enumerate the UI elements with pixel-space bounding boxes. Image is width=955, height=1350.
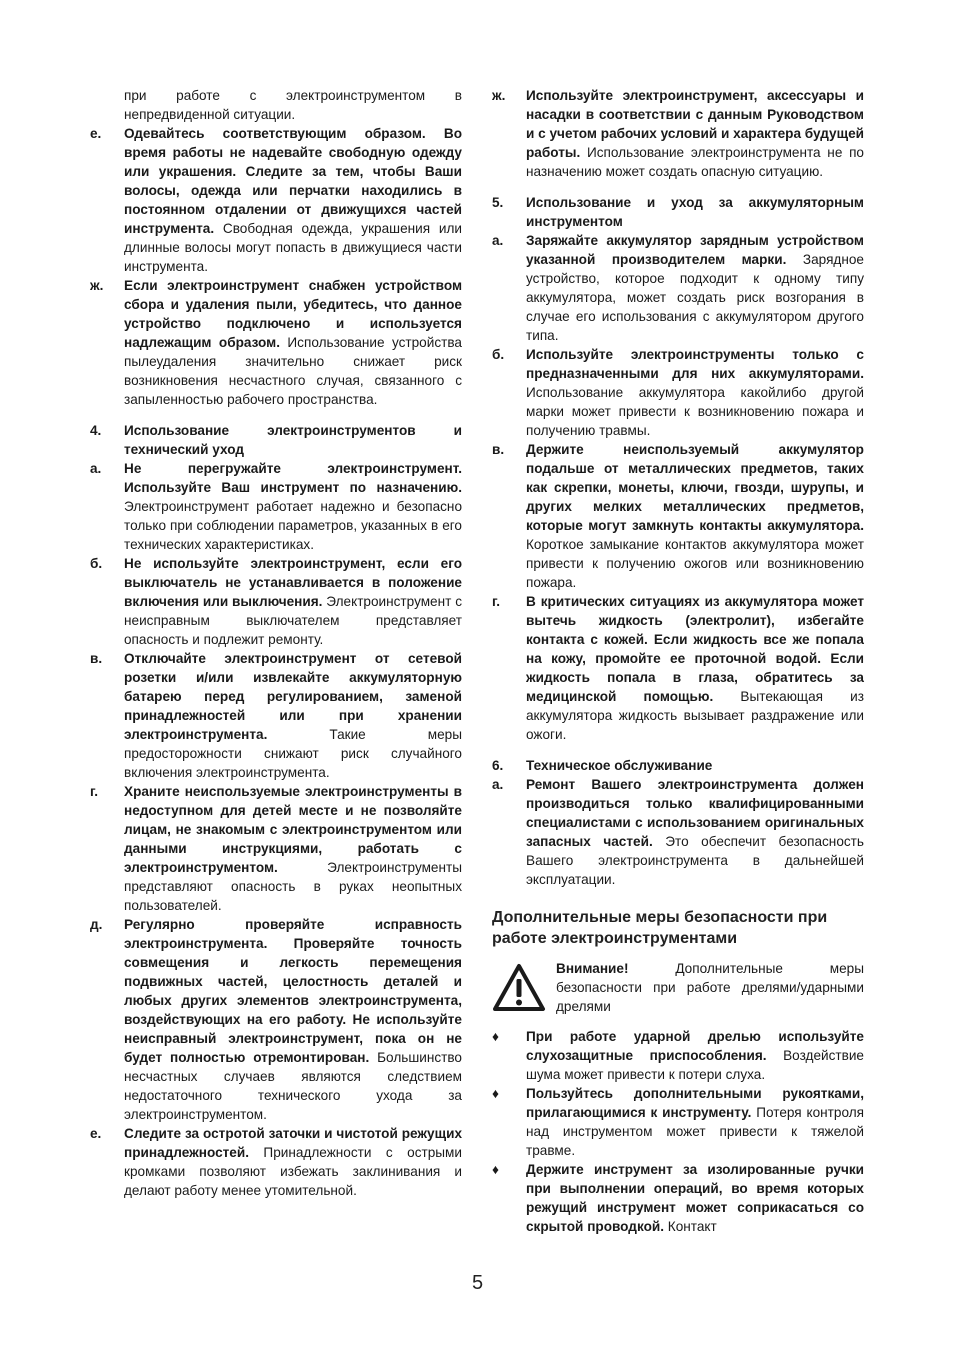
- page-number: 5: [471, 1272, 484, 1294]
- item-marker: ж.: [492, 88, 506, 103]
- item-text: Электроинструмент работает надежно и безопасно только при соблюдении параметров, указанных в его технических характеристиках.: [124, 499, 462, 552]
- item-bold-text: Используйте электроинструмент, аксессуары и насадки в соответствии с данным Руководством и с учетом рабочих условий и характера будущей работы.: [526, 88, 864, 160]
- item-marker: в.: [90, 651, 103, 666]
- bullet-item-hearing: [492, 1027, 864, 1084]
- item-bold-text: Держите инструмент за изолированные ручки при выполнении операций, во время которых режущий инструмент может соприкасаться со скрытой проводкой.: [526, 1162, 864, 1234]
- list-item-charger: [492, 231, 864, 345]
- warning-label: Внимание!: [556, 961, 629, 976]
- item-bold-text: Используйте электроинструменты только с предназначенными для них аккумуляторами.: [526, 347, 864, 381]
- section-number: 4.: [90, 423, 102, 438]
- section-heading-4: [90, 421, 462, 459]
- item-text: Электроинструменты представляют опасность в руках неопытных пользователей.: [124, 860, 462, 913]
- section-heading-5: [492, 193, 864, 231]
- warning-triangle-icon: [492, 963, 546, 1013]
- item-bold-text: Держите неиспользуемый аккумулятор подальше от металлических предметов, таких как скрепки, монеты, ключи, гвозди, шурупы, и других мелких металлических предметов, которые могут замкнуть контакты аккумулятора.: [526, 442, 864, 533]
- item-text: Использование устройства пылеудаления значительно снижает риск возникновения несчастного случая, связанного с запыленностью рабочего пространства.: [124, 335, 462, 407]
- list-item-maintenance-check: [90, 915, 462, 1124]
- item-text: Зарядное устройство, которое подходит к одному типу аккумулятора, может создать риск возгорания в случае его использования с аккумулятором другого типа.: [526, 252, 864, 343]
- right-column: [492, 86, 864, 1236]
- item-bold-text: Не используйте электроинструмент, если его выключатель не устанавливается в положение включения или выключения.: [124, 556, 462, 609]
- warning-text: [556, 959, 864, 1016]
- warning-block: [492, 959, 864, 1017]
- bullet-item-handles: [492, 1084, 864, 1160]
- item-bold-text: Если электроинструмент снабжен устройством сбора и удаления пыли, убедитесь, что данное устройство подключено и используется надлежащим образом.: [124, 278, 462, 350]
- item-bold-text: Одевайтесь соответствующим образом. Во время работы не надевайте свободную одежду или украшения. Следите за тем, чтобы Ваши волосы, одежда или перчатки находились в постоянном отдалении от движущихся частей инструмента.: [124, 126, 462, 236]
- item-text: Такие меры предосторожности снижают риск случайного включения электроинструмента.: [124, 727, 462, 780]
- section-title: Использование электроинструментов и технический уход: [124, 423, 462, 457]
- item-marker: ж.: [90, 278, 104, 293]
- spacer: [492, 744, 864, 756]
- item-marker: а.: [492, 233, 504, 248]
- list-item-battery-type: [492, 345, 864, 440]
- section-heading-6: [492, 756, 864, 775]
- item-marker: е.: [90, 126, 102, 141]
- item-marker: г.: [90, 784, 99, 799]
- list-item-repair: [492, 775, 864, 889]
- list-item-storage: [90, 782, 462, 915]
- item-text: Потеря контроля над инструментом может привести к тяжелой травме.: [526, 1105, 864, 1158]
- item-bold-text: Храните неиспользуемые электроинструменты в недоступном для детей месте и не позволяйте лицам, не знакомым с электроинструментом или данными инструкциями, работать с электроинструментом.: [124, 784, 462, 875]
- list-item-sharpness: [90, 1124, 462, 1200]
- list-item-clothing: [90, 124, 462, 276]
- item-text: Вытекающая из аккумулятора жидкость вызывает раздражение или ожоги.: [526, 689, 864, 742]
- item-text: Принадлежности с острыми кромками позволяют избежать заклинивания и делают работу менее утомительной.: [124, 1145, 462, 1198]
- item-marker: б.: [492, 347, 505, 362]
- left-column: [90, 86, 462, 1200]
- list-item-no-overload: [90, 459, 462, 554]
- item-bold-text: Регулярно проверяйте исправность электроинструмента. Проверяйте точность совмещения и легкость перемещения подвижных частей, целостность деталей и любых других элементов электроинструмента, воздействующих на его работу. Не используйте неисправный электроинструмент, пока он не будет полностью отремонтирован.: [124, 917, 462, 1065]
- spacer: [492, 889, 864, 907]
- item-bold-text: Отключайте электроинструмент от сетевой розетки и/или извлекайте аккумуляторную батарею перед регулированием, заменой принадлежностей или при хранении электроинструмента.: [124, 651, 462, 742]
- list-item-electrolyte: [492, 592, 864, 744]
- item-bold-text: Следите за остротой заточки и чистотой режущих принадлежностей.: [124, 1126, 462, 1160]
- list-item-disconnect: [90, 649, 462, 782]
- item-marker: д.: [90, 917, 103, 932]
- item-marker: е.: [90, 1126, 102, 1141]
- list-item-switch: [90, 554, 462, 649]
- diamond-bullet-icon: ♦: [492, 1029, 499, 1044]
- item-marker: а.: [492, 777, 504, 792]
- section-title: Техническое обслуживание: [526, 758, 713, 773]
- item-text: Электроинструмент с неисправным выключателем представляет опасность и подлежит ремонту.: [124, 594, 462, 647]
- intro-paragraph: [90, 86, 462, 124]
- item-text: Свободная одежда, украшения или длинные волосы могут попасть в движущиеся части инструмента.: [124, 221, 462, 274]
- item-marker: в.: [492, 442, 505, 457]
- item-text: Короткое замыкание контактов аккумулятора может привести к получению ожогов или возникновению пожара.: [526, 537, 864, 590]
- section-number: 6.: [492, 758, 504, 773]
- item-bold-text: Ремонт Вашего электроинструмента должен производиться только квалифицированными специалистами с использованием оригинальных запасных частей.: [526, 777, 864, 849]
- item-bold-text: Заряжайте аккумулятор зарядным устройством указанной производителем марки.: [526, 233, 864, 267]
- additional-safety-heading: Дополнительные меры безопасности при работе электроинструментами: [492, 909, 828, 947]
- item-text: Это обеспечит безопасность Вашего электроинструмента в дальнейшей эксплуатации.: [526, 834, 864, 887]
- item-marker: г.: [492, 594, 501, 609]
- item-text: Воздействие шума может привести к потери слуха.: [526, 1048, 864, 1082]
- item-bold-text: При работе ударной дрелью используйте слухозащитные приспособления.: [526, 1029, 864, 1063]
- spacer: [492, 181, 864, 193]
- item-marker: б.: [90, 556, 103, 571]
- section-number: 5.: [492, 195, 504, 210]
- item-marker: а.: [90, 461, 102, 476]
- item-text: Контакт: [664, 1219, 717, 1234]
- spacer: [90, 409, 462, 421]
- item-bold-text: В критических ситуациях из аккумулятора может вытечь жидкость (электролит), избегайте контакта с кожей. Если жидкость все же попала на кожу, промойте ее проточной водой. Если жидкость попала в глаза, обратитесь за медицинской помощью.: [526, 594, 864, 704]
- diamond-bullet-icon: ♦: [492, 1086, 499, 1101]
- diamond-bullet-icon: ♦: [492, 1162, 499, 1177]
- item-text: Большинство несчастных случаев являются следствием недостаточного технического ухода за электроинструментом.: [124, 1050, 462, 1122]
- item-bold-text: Не перегружайте электроинструмент. Используйте Ваш инструмент по назначению.: [124, 461, 462, 495]
- warning-body: Дополнительные меры безопасности при работе дрелями/ударными дрелями: [556, 961, 864, 1014]
- paragraph-text: при работе с электроинструментом в непредвиденной ситуации.: [124, 88, 462, 122]
- list-item-intended-use: [492, 86, 864, 181]
- item-text: Использование электроинструмента не по назначению может создать опасную ситуацию.: [526, 145, 864, 179]
- section-title: Использование и уход за аккумуляторным инструментом: [526, 195, 864, 229]
- item-bold-text: Пользуйтесь дополнительными рукоятками, прилагающимися к инструменту.: [526, 1086, 864, 1120]
- list-item-battery-storage: [492, 440, 864, 592]
- bullet-item-insulated: [492, 1160, 864, 1236]
- list-item-dust-extraction: [90, 276, 462, 409]
- item-text: Использование аккумулятора какойлибо другой марки может привести к возникновению пожара и получению травмы.: [526, 385, 864, 438]
